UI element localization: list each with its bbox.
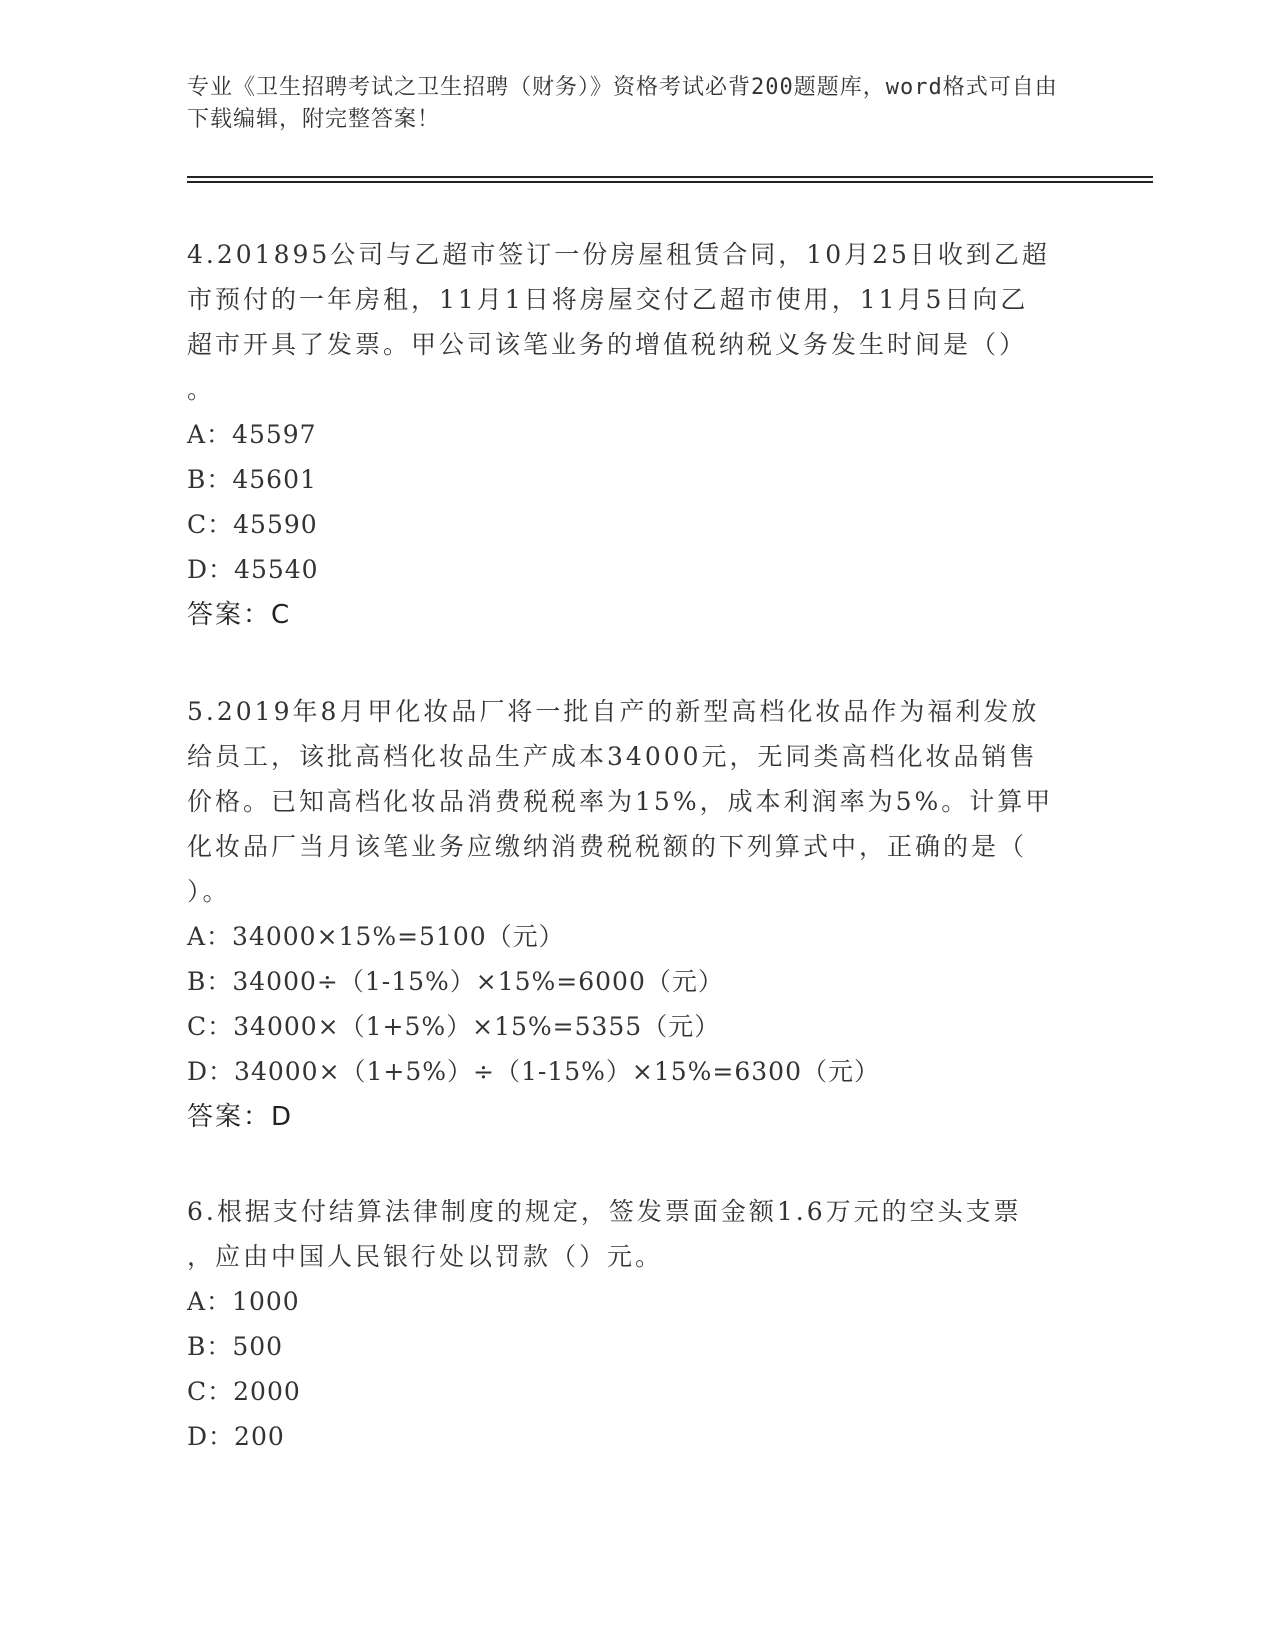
question-4-option-c: C：45590 bbox=[187, 510, 318, 539]
question-5-option-a: A：34000×15%=5100（元） bbox=[187, 922, 565, 951]
question-6-option-d: D：200 bbox=[187, 1422, 285, 1451]
header-divider-bottom bbox=[187, 181, 1153, 183]
question-5-option-c: C：34000×（1+5%）×15%=5355（元） bbox=[187, 1012, 721, 1041]
question-6-option-c: C：2000 bbox=[187, 1377, 301, 1406]
document-header: 专业《卫生招聘考试之卫生招聘（财务）》资格考试必背200题题库，word格式可自由下载编辑，附完整答案！ bbox=[187, 75, 1058, 132]
question-5-answer: 答案：D bbox=[187, 1102, 294, 1132]
question-4-answer: 答案：C bbox=[187, 600, 292, 630]
question-4-option-b: B：45601 bbox=[187, 465, 317, 494]
question-4-line-4: 。 bbox=[187, 375, 216, 404]
question-5-line-4: 化妆品厂当月该笔业务应缴纳消费税税额的下列算式中，正确的是（ bbox=[187, 832, 1028, 861]
question-5-line-3: 价格。已知高档化妆品消费税税率为15%，成本利润率为5%。计算甲 bbox=[187, 787, 1054, 816]
header-divider-top bbox=[187, 176, 1153, 178]
question-4-line-3: 超市开具了发票。甲公司该笔业务的增值税纳税义务发生时间是（） bbox=[187, 330, 1028, 359]
question-4-option-a: A：45597 bbox=[187, 420, 317, 449]
question-5-option-d: D：34000×（1+5%）÷（1-15%）×15%=6300（元） bbox=[187, 1057, 880, 1086]
question-6-option-a: A：1000 bbox=[187, 1287, 300, 1316]
question-5-line-5: ）。 bbox=[187, 877, 231, 906]
question-4 bbox=[187, 232, 1067, 638]
question-5-option-b: B：34000÷（1-15%）×15%=6000（元） bbox=[187, 967, 724, 996]
question-6-line-1: 6.根据支付结算法律制度的规定，签发票面金额1.6万元的空头支票 bbox=[187, 1197, 1022, 1226]
question-6-line-2: ，应由中国人民银行处以罚款（）元。 bbox=[187, 1242, 664, 1271]
question-4-line-2: 市预付的一年房租，11月1日将房屋交付乙超市使用，11月5日向乙 bbox=[187, 285, 1029, 314]
question-4-line-1: 4.201895公司与乙超市签订一份房屋租赁合同，10月25日收到乙超 bbox=[187, 240, 1050, 269]
question-6 bbox=[187, 1189, 1067, 1459]
question-5-line-1: 5.2019年8月甲化妆品厂将一批自产的新型高档化妆品作为福利发放 bbox=[187, 697, 1040, 726]
question-4-option-d: D：45540 bbox=[187, 555, 319, 584]
question-6-option-b: B：500 bbox=[187, 1332, 284, 1361]
question-5 bbox=[187, 689, 1067, 1140]
question-5-line-2: 给员工，该批高档化妆品生产成本34000元，无同类高档化妆品销售 bbox=[187, 742, 1038, 771]
